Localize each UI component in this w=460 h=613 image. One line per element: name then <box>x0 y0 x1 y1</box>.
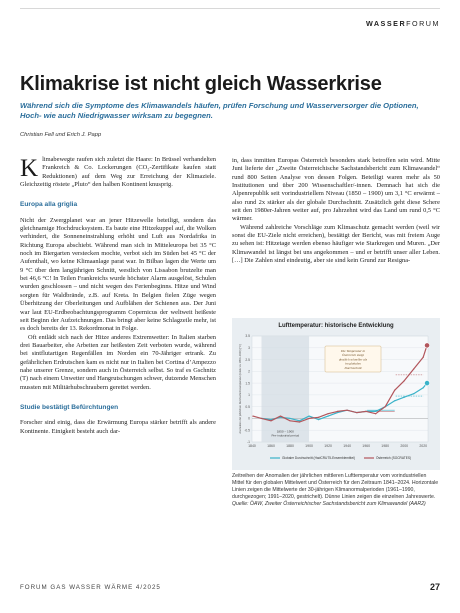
x-tick-label: 1980 <box>381 444 390 448</box>
section-label-bold: WASSER <box>365 19 407 28</box>
data-point-austria <box>289 420 290 421</box>
legend-label-austria: Österreich (SOCRATES) <box>376 456 412 461</box>
data-point-global <box>289 418 290 419</box>
y-tick-label: 3 <box>248 345 250 350</box>
annotation-text: Durchschnitt <box>344 365 362 370</box>
annotation-text: Die Temperatur in <box>340 349 366 353</box>
y-axis-label: Anomalien der jährlichen Durchschnittstemperatur (relativ zu 1850–1900) [°C] <box>239 344 242 434</box>
endpoint-marker-global <box>424 381 429 386</box>
y-tick-label: 2 <box>248 369 250 374</box>
chart-title: Lufttemperatur: historische Entwicklung <box>278 323 394 329</box>
data-point-austria <box>261 418 262 419</box>
page-number: 27 <box>429 582 440 592</box>
x-tick-label: 1920 <box>324 444 333 448</box>
temperature-chart <box>232 318 440 470</box>
paragraph-report: Während zahlreiche Vorschläge zum Klimaschutz gemacht werden (weil wir sonst die EU-Ziele nicht erreichen), bestätigt der Bericht, was mit freiem Auge zu sehen ist: Hitzetage werden ebenso häufiger wie Starkregen und Muren. „Der Klimawandel ist längst bei uns angekommen – und er betrifft unser aller Leben. […] Die Zahlen sind eindeutig, aber sie sind kein Grund zur Resigna- <box>232 223 440 265</box>
figure-caption <box>232 473 440 508</box>
y-tick-label: 2.5 <box>245 357 250 362</box>
drop-cap: K <box>20 155 39 182</box>
paragraph-intro-text: limabewegte raufen sich zuletzt die Haare: In Brüssel verhandelten Frankreich & Co. Lockerungen (CO₂-Zertifikate kaufen statt Reduktionen) auf dem Weg zur Erreichung der Klimaziele. Gleichzeitig röstete „Pluto“ den halben Kontinent knusprig. <box>20 156 216 189</box>
data-point-global <box>308 415 309 416</box>
y-tick-label: -1 <box>247 440 250 445</box>
data-point-austria <box>356 412 357 413</box>
x-tick-label: 1860 <box>267 444 275 448</box>
legend-label-global: Globaler Durchschnitt (HadCRUT5-Ensemblemittel) <box>282 456 355 461</box>
data-point-austria <box>337 411 338 412</box>
data-point-austria <box>308 418 309 419</box>
caption-source: Quelle: ÖAW, Zweiter Österreichischer Sachstandsbericht zum Klimawandel (AAR2) <box>232 500 426 507</box>
x-tick-label: 2000 <box>400 444 409 448</box>
chart-svg <box>232 318 440 470</box>
x-tick-label: 1840 <box>248 444 256 448</box>
y-tick-label: 1 <box>248 393 250 398</box>
y-tick-label: 1.5 <box>245 381 250 386</box>
article-authors: Christian Fell und Erich J. Papp <box>20 132 102 138</box>
article-lead: Während sich die Symptome des Klimawandels häufen, prüfen Forschung und Wasserversorger die Optionen, Hoch- wie auch Niedrigwasser wirksam zu begegnen. <box>20 101 419 121</box>
article-title: Klimakrise ist nicht gleich Wasserkrise <box>20 73 382 95</box>
data-point-austria <box>328 413 329 414</box>
data-point-austria <box>318 417 319 418</box>
footer-publication: FORUM GAS WASSER WÄRME 4/2025 <box>20 584 161 591</box>
data-point-austria <box>366 411 367 412</box>
subheading-europa: Europa alla griglia <box>20 201 78 209</box>
endpoint-marker-austria <box>424 343 429 348</box>
data-point-global <box>337 412 338 413</box>
annotation-text: deutlich schneller als <box>338 357 368 362</box>
data-point-austria <box>280 415 281 416</box>
data-point-austria <box>394 390 395 391</box>
y-tick-label: 0.5 <box>245 404 250 409</box>
y-tick-label: -0.5 <box>244 428 250 433</box>
text-column-left <box>20 156 216 436</box>
data-point-austria <box>347 410 348 411</box>
data-point-austria <box>270 420 271 421</box>
paragraph-heatwave: Nicht der Zwergplanet war an jener Hitzewelle beteiligt, sondern das gleichnamige Hochdrucksystem. Es baute eine Hitzekuppel auf, die Wolken verhindert, die Sonneneinstrahlung erhöht und Luft aus Nordafrika in Richtung Europa abschiebt. Während man sich in Mitteleuropa bei 35 °C noch im Biergarten verstecken mochte, verbot sich im Süden bei 45 °C der Aufenthalt, wo keine Klimaanlage parat war. In Bilbao lagen die Werte um 9 °C über dem langjährigen Schnitt, westlich von Lissabon brutzelte man bei 46,6 °C! In Teilen Frankreichs wurde höchster Alarm ausgelöst, Schulen wurden geschlossen – und nicht wegen des Ferienbeginns. Hitze und Wind sorgten für Waldbrände, z.B. auf Kreta. In Belgien fielen Züge wegen Überhitzung der Oberleitungen und Aufblähen der Schienen aus. Der Juni war laut EU-Erdbeobachtungsprogramm Copernicus der weltweit heißeste seit Beginn der Aufzeichnungen. Das bringt aber keine Schlagzeile mehr, ist es doch bereits der 13. Rekordmonat in Folge. <box>20 216 216 333</box>
data-point-global <box>423 387 424 388</box>
data-point-global <box>328 415 329 416</box>
x-tick-label: 1960 <box>362 444 371 448</box>
data-point-austria <box>404 380 405 381</box>
x-tick-label: 1880 <box>286 444 294 448</box>
x-tick-label: 1940 <box>343 444 352 448</box>
data-point-austria <box>385 406 386 407</box>
annotation-text: Österreich steigt <box>342 353 364 358</box>
y-tick-label: 0 <box>248 416 250 421</box>
caption-text: Zeitreihen der Anomalien der jährlichen mittleren Lufttemperatur vom vorindustriellen Mittel für den globalen Mittelwert und Österreich für den Zeitraum 1841–2024. Horizontale Linien zeigen die Mittelwerte der 30-jährigen Klimanormalperioden (1961–1990, durchgezogen; 1991–2020, gestrichelt). Dünne Linien zeigen die einzelnen Jahreswerte. <box>232 473 439 500</box>
data-point-global <box>394 400 395 401</box>
section-label <box>366 19 440 28</box>
paragraph-research: Forscher sind einig, dass die Erwärmung Europa stärker betrifft als andere Kontinente. Einigkeit besteht auch dar- <box>20 419 216 435</box>
annotation-text: im globalen <box>345 361 361 366</box>
y-tick-label: 3.5 <box>245 334 250 339</box>
baseline-label: 1850 – 1900 <box>276 429 294 434</box>
baseline-sublabel: Pre-industrial period <box>271 433 300 438</box>
subheading-studie: Studie bestätigt Befürchtungen <box>20 403 119 411</box>
data-point-austria <box>252 415 253 416</box>
header-rule <box>20 8 440 9</box>
x-tick-label: 1900 <box>305 444 313 448</box>
data-point-global <box>375 411 376 412</box>
data-point-global <box>318 419 319 420</box>
data-point-global <box>413 393 414 394</box>
data-point-austria <box>423 357 424 358</box>
data-point-austria <box>413 368 414 369</box>
page-footer <box>20 584 440 591</box>
x-tick-label: 2020 <box>419 444 428 448</box>
section-label-rest: FORUM <box>406 19 440 28</box>
data-point-global <box>404 397 405 398</box>
paragraph-intro <box>20 156 216 189</box>
data-point-austria <box>375 413 376 414</box>
data-point-austria <box>299 421 300 422</box>
baseline-period-band <box>262 336 310 442</box>
paragraph-extreme-weather: Oft entlädt sich nach der Hitze anderes Extremwetter: In Italien starben drei Bauarbeiter, ehe Arbeiten zur heißesten Zeit verboten wurde, während bei sintflutartigen Regenfällen im Norden ein 70-Jähriger ertrank. Zu gefährlichen Erdrutschen kam es nicht nur in Italien bei Cortina d’Ampezzo nahe unserer Grenze, sondern auch in Österreich selbst. So traf es Gschnitz (T) nach einem Unwetter und Hangrutschungen schwer, dutzende Menschen mussten mit Militärhubschraubern gerettet werden. <box>20 333 216 391</box>
paragraph-austria: in, dass inmitten Europas Österreich besonders stark betroffen sein wird. Mitte Juni lieferte der „Zweite Österreichische Sachstandsbericht zum Klimawandel“ rund 800 Seiten Analyse von dessen Folgen. Beteiligt waren mehr als 50 Institutionen und über 200 Wissenschaftler/-innen. Demnach hat sich die Alpenrepublik seit vorindustriellem Niveau (1850 – 1900) um 3,1 °C erwärmt – also rund 2x stärker als der globale Durchschnitt. Zusätzlich geht diese Schere seit den 1980er-Jahren weiter auf, pro Jahrzehnt wird das Land um rund 0,5 °C wärmer. <box>232 157 440 223</box>
text-column-right <box>232 157 440 265</box>
